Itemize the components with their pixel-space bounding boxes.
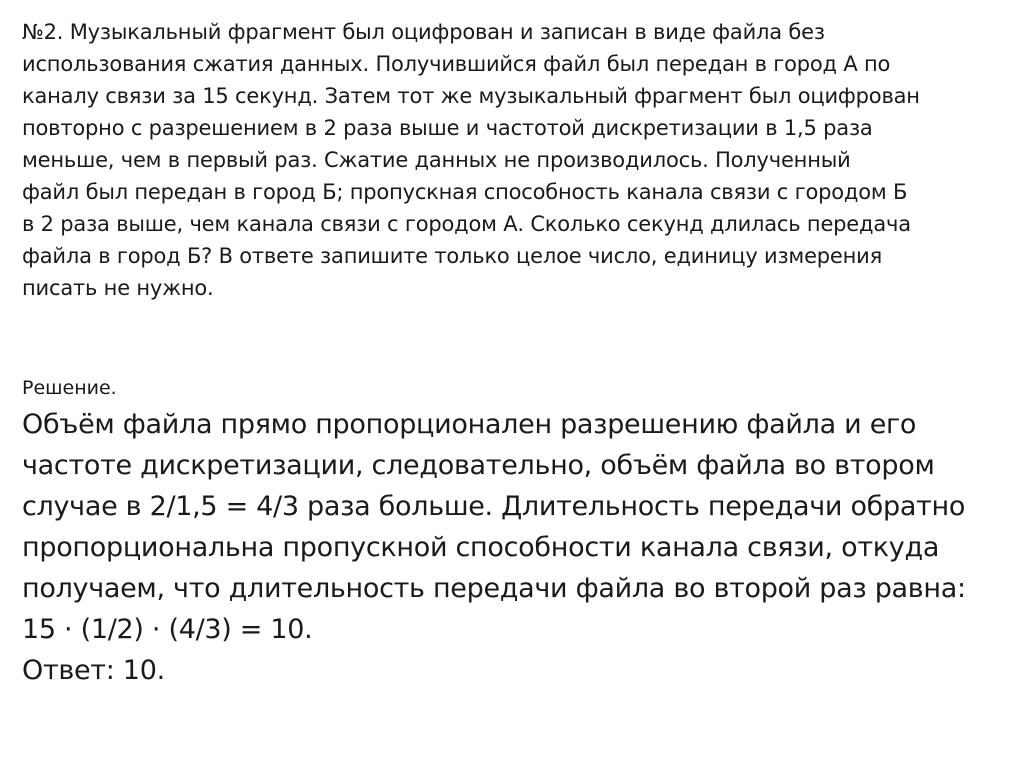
problem-line: №2. Музыкальный фрагмент был оцифрован и записан в виде файла без [22, 20, 825, 44]
solution-heading: Решение. [22, 377, 117, 399]
solution-text [22, 404, 1012, 691]
problem-line: меньше, чем в первый раз. Сжатие данных не производилось. Полученный [22, 148, 851, 172]
problem-line: файла в город Б? В ответе запишите только целое число, единицу измерения [22, 244, 883, 268]
problem-line: использования сжатия данных. Получившийся файл был передан в город А по [22, 52, 891, 76]
problem-line: повторно с разрешением в 2 раза выше и частотой дискретизации в 1,5 раза [22, 116, 873, 140]
solution-formula: 15 · (1/2) · (4/3) = 10. [22, 614, 313, 645]
solution-line: получаем, что длительность передачи файла во второй раз равна: [22, 573, 966, 604]
problem-line: писать не нужно. [22, 276, 214, 300]
answer-line: Ответ: 10. [22, 655, 165, 686]
problem-statement [22, 16, 1012, 304]
solution-line: пропорциональна пропускной способности канала связи, откуда [22, 532, 940, 563]
problem-line: каналу связи за 15 секунд. Затем тот же музыкальный фрагмент был оцифрован [22, 84, 920, 108]
problem-line: файл был передан в город Б; пропускная способность канала связи с городом Б [22, 180, 908, 204]
solution-line: случае в 2/1,5 = 4/3 раза больше. Длительность передачи обратно [22, 491, 966, 522]
problem-line: в 2 раза выше, чем канала связи с городом А. Сколько секунд длилась передача [22, 212, 911, 236]
solution-line: Объём файла прямо пропорционален разрешению файла и его [22, 409, 917, 440]
solution-line: частоте дискретизации, следовательно, объём файла во втором [22, 450, 935, 481]
